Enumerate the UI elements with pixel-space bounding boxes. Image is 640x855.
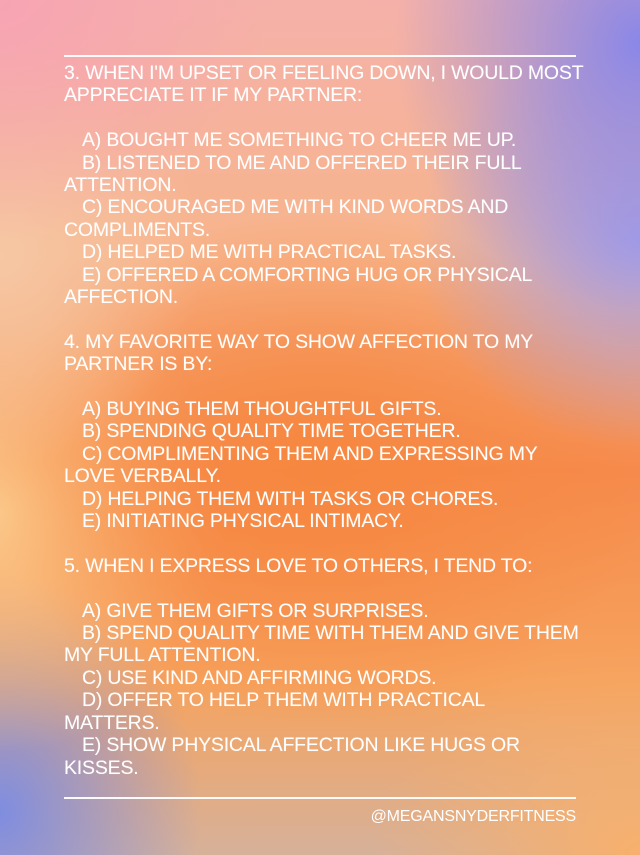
quiz-content	[64, 62, 584, 779]
question-4-prompt: 4. MY FAVORITE WAY TO SHOW AFFECTION TO MY PARTNER IS BY:	[64, 330, 533, 376]
question-4-option-d: D) HELPING THEM WITH TASKS OR CHORES.	[82, 487, 499, 510]
top-divider	[64, 55, 576, 57]
question-3-option-c: C) ENCOURAGED ME WITH KIND WORDS AND COMPLIMENTS.	[64, 196, 509, 241]
author-handle: @MEGANSNYDERFITNESS	[370, 808, 576, 825]
question-5-option-a: A) GIVE THEM GIFTS OR SURPRISES.	[82, 599, 429, 622]
question-4-option-e: E) INITIATING PHYSICAL INTIMACY.	[82, 510, 404, 533]
question-4-option-a: A) BUYING THEM THOUGHTFUL GIFTS.	[82, 398, 442, 421]
question-3-option-b: B) LISTENED TO ME AND OFFERED THEIR FULL ATTENTION.	[64, 151, 521, 197]
question-5-option-b: B) SPEND QUALITY TIME WITH THEM AND GIVE THEM MY FULL ATTENTION.	[64, 622, 579, 667]
question-3-prompt: 3. WHEN I'M UPSET OR FEELING DOWN, I WOULD MOST APPRECIATE IT IF MY PARTNER:	[64, 62, 584, 107]
question-3-option-a: A) BOUGHT ME SOMETHING TO CHEER ME UP.	[82, 129, 517, 152]
question-3-option-e: E) OFFERED A COMFORTING HUG OR PHYSICAL AFFECTION.	[64, 263, 532, 309]
question-4-option-b: B) SPENDING QUALITY TIME TOGETHER.	[82, 420, 461, 443]
question-4-option-c: C) COMPLIMENTING THEM AND EXPRESSING MY LOVE VERBALLY.	[64, 442, 538, 488]
question-5-option-e: E) SHOW PHYSICAL AFFECTION LIKE HUGS OR KISSES.	[64, 734, 520, 779]
question-5-option-d: D) OFFER TO HELP THEM WITH PRACTICAL MATTERS.	[64, 689, 485, 734]
bottom-divider	[64, 797, 576, 799]
question-5-prompt: 5. WHEN I EXPRESS LOVE TO OTHERS, I TEND TO:	[64, 554, 533, 577]
question-5-option-c: C) USE KIND AND AFFIRMING WORDS.	[82, 666, 437, 689]
question-3-option-d: D) HELPED ME WITH PRACTICAL TASKS.	[82, 241, 457, 264]
